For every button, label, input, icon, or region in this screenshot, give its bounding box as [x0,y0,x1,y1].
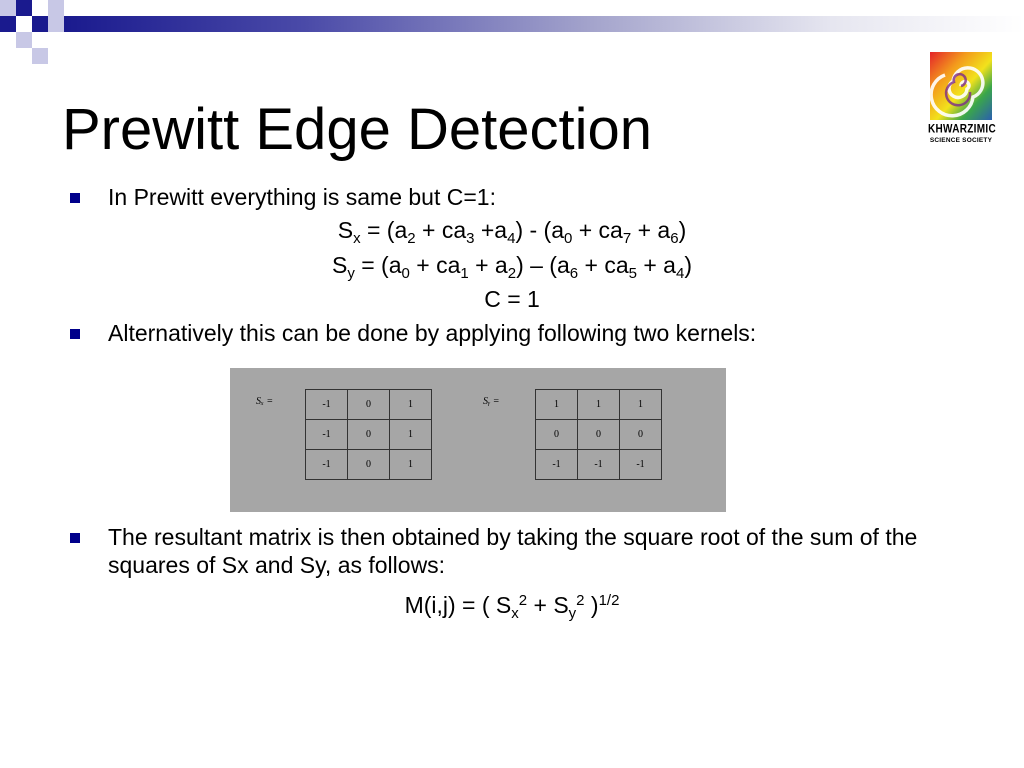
kernel-sy-matrix [535,389,662,480]
kernel-cell: 0 [348,420,390,450]
kernel-cell: 0 [578,420,620,450]
bullet-marker [70,193,80,203]
kernel-cell: -1 [620,450,662,480]
kernel-cell: 0 [536,420,578,450]
deco-square [0,0,16,16]
header-decoration [0,0,1024,64]
logo-title: KHWARZIMIC [928,123,996,136]
deco-square [32,16,48,32]
kernel-cell: -1 [536,450,578,480]
bullet-text: Alternatively this can be done by applying following two kernels: [108,320,757,346]
kernel-cell: 1 [578,390,620,420]
bullet-marker [70,533,80,543]
kernel-cell: 1 [620,390,662,420]
kernel-cell: -1 [306,420,348,450]
equation-sx: $S_x = (a_2 + ca_3 +a_4) - (a_0 + ca_7 + a_6)$ [337,217,687,247]
equation-magnitude: M(i,j) = ( $S_x^2 + S_y^2$ )$^{1/2}$ [404,592,620,622]
equation-c: C = 1 [484,286,540,312]
kernel-cell: 0 [348,450,390,480]
kernels-figure [230,368,726,512]
swirl-logo-icon [930,52,992,120]
deco-square [0,16,16,32]
kernel-cell: -1 [306,390,348,420]
deco-square [16,32,32,48]
deco-square [48,0,64,16]
logo [928,52,994,148]
bullet-marker [70,329,80,339]
kernel-cell: 0 [620,420,662,450]
kernel-cell: 1 [390,420,432,450]
kernel-cell: 1 [390,390,432,420]
kernel-cell: 1 [390,450,432,480]
bullet-text: In Prewitt everything is same but C=1: [108,184,496,210]
deco-square [16,0,32,16]
slide-title: Prewitt Edge Detection [62,97,652,162]
equation-sy: $S_y = (a_0 + ca_1 + a_2) - (a_6 + ca_5 + a_4)$ [332,252,692,282]
kernel-sy-label: Sᵧ = [483,396,500,407]
deco-square [32,48,48,64]
kernel-cell: 0 [348,390,390,420]
kernel-cell: 1 [536,390,578,420]
deco-square [48,16,64,32]
kernel-sx-label: Sₓ = [256,396,274,407]
header-gradient-bar [64,16,1024,32]
kernel-cell: -1 [578,450,620,480]
kernel-cell: -1 [306,450,348,480]
logo-subtitle: SCIENCE SOCIETY [929,137,993,144]
kernel-sx-matrix [305,389,432,480]
bullet-text: The resultant matrix is then obtained by taking the square root of the sum of the squares of Sx and Sy, as follows: [108,524,918,578]
